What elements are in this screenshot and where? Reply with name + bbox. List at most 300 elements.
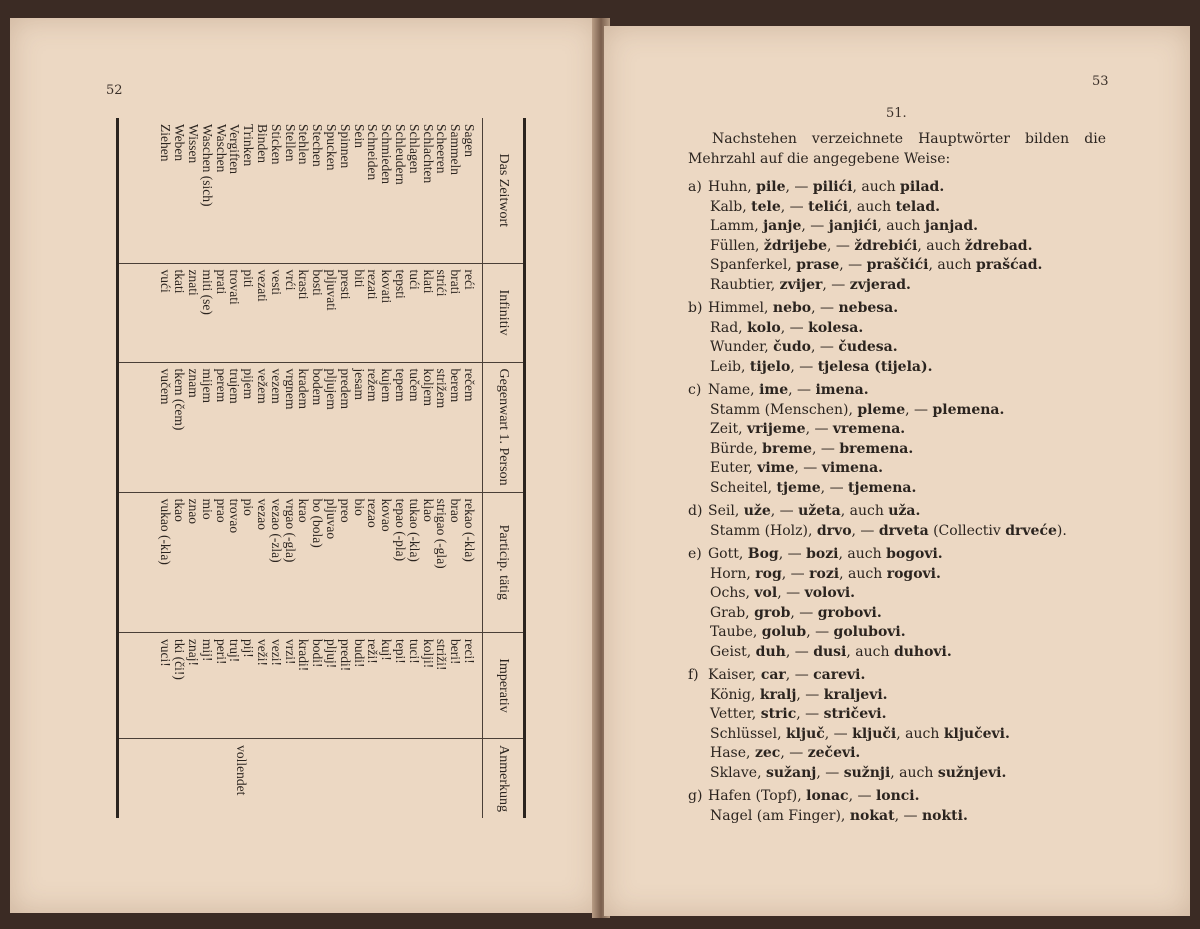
german-text: Kaiser, xyxy=(708,667,761,683)
table-cell: peri! xyxy=(213,639,229,665)
table-cell: jesam xyxy=(351,368,367,401)
entry-line xyxy=(688,381,1168,401)
table-cell: Sagen xyxy=(462,124,477,157)
table-cell: vrgnem xyxy=(282,368,298,410)
german-text: , auch xyxy=(896,725,944,742)
table-cell: znati xyxy=(186,269,202,296)
croatian-word: uže xyxy=(743,503,771,519)
table-cell: Stehlen xyxy=(296,124,312,165)
entry-line xyxy=(688,479,1168,499)
table-cell: vrći xyxy=(282,269,298,291)
entry-line xyxy=(688,217,1168,237)
croatian-word: zvjerad. xyxy=(849,276,911,293)
croatian-word: nebo xyxy=(772,300,812,316)
table-cell: vežem xyxy=(255,368,271,404)
table-cell: budi! xyxy=(351,639,367,668)
entry-line xyxy=(688,459,1168,479)
german-text: , — xyxy=(848,788,876,804)
croatian-word: Bog xyxy=(747,546,779,562)
croatian-word: zec xyxy=(754,745,781,761)
german-text: , — xyxy=(790,358,818,375)
german-text: , auch xyxy=(917,237,965,254)
croatian-word: tjeme xyxy=(776,479,821,496)
croatian-word: stričevi. xyxy=(823,706,887,722)
german-text: , — xyxy=(811,300,839,316)
croatian-word: čudesa. xyxy=(838,339,898,355)
table-cell: znaj! xyxy=(186,639,202,666)
table-cell: bodem xyxy=(310,368,326,406)
table-cell: preo xyxy=(337,498,353,523)
german-text: , — xyxy=(777,585,805,601)
table-cell: krasti xyxy=(296,269,312,300)
table-cell: trovao xyxy=(227,498,243,534)
table-cell: kovao xyxy=(379,498,395,532)
german-text: Spanferkel, xyxy=(710,257,797,273)
entry-line xyxy=(688,358,1168,378)
table-cell: tki (či!) xyxy=(172,639,188,680)
german-text: Gott, xyxy=(708,546,748,562)
german-text: Hase, xyxy=(710,745,755,761)
table-cell: rezati xyxy=(365,269,381,300)
table-cell: Schlagen xyxy=(406,124,422,174)
german-text: , auch xyxy=(890,764,938,781)
table-cell: pljujem xyxy=(324,368,340,410)
croatian-word: kralj xyxy=(759,686,797,703)
column-participle xyxy=(118,492,483,632)
croatian-word: praščići xyxy=(866,257,929,273)
table-cell: pijem xyxy=(241,368,257,400)
table-cell: rekao (-kla) xyxy=(462,498,477,562)
table-cell: miti (se) xyxy=(199,269,215,315)
croatian-word: bogovi. xyxy=(886,546,943,562)
croatian-word: telad. xyxy=(895,198,940,215)
table-cell: prati xyxy=(213,269,229,295)
entry-line xyxy=(688,565,1168,585)
german-text: , — xyxy=(824,725,853,742)
table-cell: vezi! xyxy=(268,639,284,666)
table-cell: vući xyxy=(158,269,174,293)
table-cell: bo (bola) xyxy=(310,498,326,548)
table-cell: vesti xyxy=(268,269,284,296)
german-text: , — xyxy=(905,401,933,418)
croatian-word: lonci. xyxy=(875,788,920,804)
group-label: e) xyxy=(688,546,702,562)
german-text: König, xyxy=(710,686,760,703)
croatian-word: uža. xyxy=(888,503,921,519)
entry-line xyxy=(688,299,1168,319)
entry-line xyxy=(688,787,1168,807)
entry-line xyxy=(688,256,1168,276)
german-text: , auch xyxy=(840,503,889,519)
header-present xyxy=(483,362,525,492)
table-cell: Binden xyxy=(255,124,271,163)
header-note: Anmerkung xyxy=(483,739,525,818)
table-cell: Weben xyxy=(172,124,188,162)
croatian-word: stric xyxy=(760,706,797,722)
german-text: , — xyxy=(811,339,839,355)
table-cell: reći xyxy=(462,269,477,290)
german-text: Himmel, xyxy=(708,300,773,316)
german-text: , auch xyxy=(846,643,894,660)
croatian-word: janje xyxy=(763,218,802,234)
croatian-word: grob xyxy=(754,604,791,621)
german-text: , — xyxy=(781,565,810,582)
german-text: , — xyxy=(778,546,807,562)
table-cell: strići xyxy=(434,269,450,297)
group-label: f) xyxy=(688,667,699,683)
table-cell: brao xyxy=(448,498,464,523)
german-text: Horn, xyxy=(710,565,756,582)
croatian-word: rozi xyxy=(809,565,840,582)
table-cell: pljuj! xyxy=(324,639,340,669)
croatian-word: tjelesa (tijela). xyxy=(817,358,933,375)
croatian-word: drveće xyxy=(1005,522,1057,539)
table-cell: trovati xyxy=(227,269,243,305)
entry-line xyxy=(688,807,1168,827)
german-text: , auch xyxy=(839,565,887,582)
table-cell: Schneiden xyxy=(365,124,381,181)
german-text: , auch xyxy=(928,257,977,273)
entry-line xyxy=(688,420,1168,440)
group-label: b) xyxy=(688,300,703,316)
table-cell: Sein xyxy=(351,124,367,149)
german-text: , — xyxy=(894,807,922,824)
german-text: , — xyxy=(785,667,814,683)
table-cell: pljuvao xyxy=(324,498,340,540)
german-text: Euter, xyxy=(710,460,758,476)
table-cell: Vergiften xyxy=(227,124,243,174)
croatian-word: vimena. xyxy=(821,460,884,476)
intro-text xyxy=(688,129,1106,169)
table-cell: krao xyxy=(296,498,312,523)
german-text: Geist, xyxy=(710,643,756,660)
table-cell: kradem xyxy=(296,368,312,410)
column-verb xyxy=(118,118,483,263)
german-text: Taube, xyxy=(710,624,762,640)
table-cell: trujem xyxy=(227,368,243,404)
german-text: , — xyxy=(839,257,867,273)
table-cell: strigao (-gla) xyxy=(434,498,450,569)
table-cell: Waschen (sich) xyxy=(199,124,215,207)
table-cell: striži! xyxy=(434,639,450,671)
entry-line xyxy=(688,686,1168,706)
croatian-word: ime xyxy=(759,382,789,398)
group-label: d) xyxy=(688,503,703,519)
table-cell: vezao xyxy=(255,498,271,531)
table-cell: bio xyxy=(351,498,367,516)
croatian-word: vremena. xyxy=(832,421,906,437)
croatian-word: užeta xyxy=(798,503,841,519)
table-cell: vučem xyxy=(158,368,174,405)
table-cell: tkem (čem) xyxy=(172,368,188,431)
croatian-word: bozi xyxy=(806,546,839,562)
german-text: , auch xyxy=(838,546,887,562)
entry-line xyxy=(688,276,1168,296)
table-cell: Wissen xyxy=(186,124,202,164)
table-cell: Schleudern xyxy=(393,124,409,185)
table-cell: vrzi! xyxy=(282,639,298,665)
croatian-word: breme xyxy=(762,440,812,457)
german-text: , — xyxy=(780,745,808,761)
german-text: Zeit, xyxy=(710,421,748,437)
german-text: , auch xyxy=(847,198,896,215)
table-header-row xyxy=(483,118,525,818)
german-text: Huhn, xyxy=(708,179,757,195)
croatian-word: volovi. xyxy=(804,585,856,601)
header-imperative: Imperativ xyxy=(483,633,525,739)
croatian-word: prašćad. xyxy=(976,257,1043,273)
croatian-word: pleme xyxy=(857,401,906,418)
croatian-word: tijelo xyxy=(749,358,791,375)
table-cell: kuj! xyxy=(379,639,395,661)
german-text: Lamm, xyxy=(710,218,764,234)
croatian-word: imena. xyxy=(815,382,869,398)
table-cell: Schlachten xyxy=(420,124,436,184)
croatian-word: pilad. xyxy=(900,179,945,195)
verb-table-wrapper xyxy=(104,118,534,843)
note-text: vollendet xyxy=(234,745,250,796)
table-cell: vrgao (-gla) xyxy=(282,498,298,563)
table-cell: biti xyxy=(351,269,367,288)
croatian-word: ključevi. xyxy=(943,725,1010,742)
table-cell: mijem xyxy=(199,368,215,404)
german-text: Hafen (Topf), xyxy=(708,788,807,804)
entry-line xyxy=(688,237,1168,257)
croatian-word: drveta xyxy=(878,522,929,539)
croatian-word: vrijeme xyxy=(747,421,806,437)
croatian-word: tele xyxy=(751,198,781,215)
croatian-word: tjemena. xyxy=(848,479,917,496)
rotated-table xyxy=(116,118,526,818)
entry-line xyxy=(688,744,1168,764)
german-text: Stamm (Menschen), xyxy=(710,401,858,418)
german-text: Stamm (Holz), xyxy=(710,522,817,539)
table-cell: kolji! xyxy=(420,639,436,669)
table-cell: kujem xyxy=(379,368,395,403)
croatian-word: plemena. xyxy=(932,401,1005,418)
table-cell: Sticken xyxy=(268,124,284,165)
german-text: , — xyxy=(816,764,844,781)
german-text: Name, xyxy=(708,382,760,398)
german-text: , — xyxy=(811,440,840,457)
entry-line xyxy=(688,584,1168,604)
croatian-word: ždrijebe xyxy=(763,237,827,254)
croatian-word: sužanj xyxy=(766,764,817,781)
entry-line xyxy=(688,604,1168,624)
table-cell: mio xyxy=(199,498,215,520)
table-cell: tuci! xyxy=(406,639,422,664)
croatian-word: zečevi. xyxy=(807,745,861,761)
table-cell: vezao (-zla) xyxy=(268,498,284,563)
croatian-word: telići xyxy=(808,198,848,215)
table-body-row xyxy=(118,118,483,818)
table-cell: truj! xyxy=(227,639,243,663)
croatian-word: prase xyxy=(796,257,840,273)
entry-line xyxy=(688,440,1168,460)
column-present xyxy=(118,362,483,492)
croatian-word: golubovi. xyxy=(833,624,906,640)
entry-line xyxy=(688,502,1168,522)
german-text: Grab, xyxy=(710,604,755,621)
german-text: , auch xyxy=(877,218,925,234)
table-cell: tkati xyxy=(172,269,188,294)
table-cell: tukao (-kla) xyxy=(406,498,422,562)
section-number: 51. xyxy=(886,106,907,121)
table-cell: reži! xyxy=(365,639,381,664)
entry-line xyxy=(688,178,1168,198)
entry-line xyxy=(688,705,1168,725)
entry-line xyxy=(688,319,1168,339)
table-cell: Spinnen xyxy=(337,124,353,169)
table-cell: predi! xyxy=(337,639,353,672)
table-cell: strižem xyxy=(434,368,450,409)
croatian-word: rogovi. xyxy=(886,565,941,582)
croatian-word: sužnji xyxy=(843,764,891,781)
german-text: Raubtier, xyxy=(710,276,780,293)
croatian-word: kraljevi. xyxy=(823,686,888,703)
table-cell: pljuvati xyxy=(324,269,340,311)
table-cell: perem xyxy=(213,368,229,403)
table-cell: tkao xyxy=(172,498,188,522)
croatian-word: ključi xyxy=(852,725,897,742)
table-cell: klao xyxy=(420,498,436,522)
column-infinitive xyxy=(118,263,483,362)
table-cell: klati xyxy=(420,269,436,294)
croatian-word: duh xyxy=(755,643,786,660)
croatian-word: nebesa. xyxy=(838,300,899,316)
group-label: g) xyxy=(688,788,703,804)
table-cell: vukao (-kla) xyxy=(158,498,174,565)
table-cell: vezem xyxy=(268,368,284,404)
table-cell: vuci! xyxy=(158,639,174,667)
table-cell: vezati xyxy=(255,269,271,302)
left-page xyxy=(10,18,598,913)
croatian-word: kolo xyxy=(747,319,781,336)
croatian-word: grobovi. xyxy=(817,604,882,621)
group-label: c) xyxy=(688,382,702,398)
croatian-word: čudo xyxy=(773,339,812,355)
intro-sentence: Nachstehen verzeichnete Hauptwörter bilden die Mehrzahl auf die angegebene Weise: xyxy=(688,131,1106,167)
table-cell: Stechen xyxy=(310,124,326,167)
table-cell: rečem xyxy=(462,368,477,402)
table-cell: režem xyxy=(365,368,381,402)
german-text: Nagel (am Finger), xyxy=(710,807,850,824)
column-imperative xyxy=(118,633,483,739)
table-cell: tepao (-pla) xyxy=(393,498,409,562)
page-number: 52 xyxy=(106,83,123,98)
german-text: Vetter, xyxy=(710,706,761,722)
table-cell: reci! xyxy=(462,639,477,664)
page-number: 53 xyxy=(1092,74,1109,89)
croatian-word: carevi. xyxy=(813,667,866,683)
croatian-word: bremena. xyxy=(839,440,914,457)
entry-line xyxy=(688,725,1168,745)
croatian-word: janjići xyxy=(828,218,878,234)
croatian-word: pilići xyxy=(812,179,853,195)
table-cell: beri! xyxy=(448,639,464,665)
table-cell: kradi! xyxy=(296,639,312,672)
croatian-word: ždrebad. xyxy=(964,237,1033,254)
croatian-word: nokat xyxy=(849,807,895,824)
croatian-word: duhovi. xyxy=(893,643,952,660)
german-text: Bürde, xyxy=(710,440,763,457)
entry-line xyxy=(688,545,1168,565)
croatian-word: rog xyxy=(755,565,782,582)
croatian-word: golub xyxy=(761,624,807,640)
entry-line xyxy=(688,522,1168,542)
german-text: Füllen, xyxy=(710,237,764,254)
table-cell: Waschen xyxy=(213,124,229,173)
group-label: a) xyxy=(688,179,702,195)
croatian-word: ždrebići xyxy=(854,237,918,254)
german-text: , — xyxy=(827,237,855,254)
croatian-word: vime xyxy=(757,460,795,476)
german-text: , — xyxy=(822,276,850,293)
table-cell: presti xyxy=(337,269,353,300)
table-cell: tepem xyxy=(393,368,409,402)
croatian-word: dusi xyxy=(813,643,847,660)
table-cell: Trinken xyxy=(241,124,257,167)
german-text: , — xyxy=(796,706,824,722)
table-cell: pio xyxy=(241,498,257,516)
table-cell: veži! xyxy=(255,639,271,666)
croatian-word: kolesa. xyxy=(808,319,864,336)
entry-line xyxy=(688,401,1168,421)
table-cell: Ziehen xyxy=(158,124,174,162)
table-cell: znao xyxy=(186,498,202,525)
german-text: Scheitel, xyxy=(710,479,777,496)
german-text: (Collectiv xyxy=(928,522,1006,539)
croatian-word: car xyxy=(760,667,786,683)
entry-line xyxy=(688,198,1168,218)
table-cell: Sammeln xyxy=(448,124,464,175)
german-text: , — xyxy=(796,686,824,703)
entry-line xyxy=(688,623,1168,643)
table-cell: znam xyxy=(186,368,202,398)
table-cell: Spucken xyxy=(324,124,340,171)
german-text: Schlüssel, xyxy=(710,725,786,742)
german-text: , — xyxy=(801,218,829,234)
croatian-word: zvijer xyxy=(779,276,823,293)
croatian-word: nokti. xyxy=(921,807,968,824)
german-text: Rad, xyxy=(710,319,748,336)
german-text: Wunder, xyxy=(710,339,774,355)
german-text: , — xyxy=(770,503,799,519)
croatian-word: pile xyxy=(756,179,786,195)
table-cell: prao xyxy=(213,498,229,523)
table-cell: koljem xyxy=(420,368,436,407)
table-cell: bodi! xyxy=(310,639,326,668)
entry-line xyxy=(688,338,1168,358)
entry-line xyxy=(688,764,1168,784)
croatian-word: drvo xyxy=(816,522,852,539)
table-cell: brati xyxy=(448,269,464,295)
german-text: Kalb, xyxy=(710,198,752,215)
german-text: ). xyxy=(1056,522,1067,539)
german-text: Ochs, xyxy=(710,585,755,601)
entry-line xyxy=(688,643,1168,663)
table-cell: rezao xyxy=(365,498,381,528)
croatian-word: sužnjevi. xyxy=(937,764,1007,781)
table-cell: piti xyxy=(241,269,257,288)
german-text: Seil, xyxy=(708,503,744,519)
croatian-word: janjad. xyxy=(924,218,979,234)
header-present-text: Gegenwart 1. Person xyxy=(496,368,511,486)
german-text: , — xyxy=(785,179,813,195)
croatian-word: vol xyxy=(754,585,778,601)
table-cell: tući xyxy=(406,269,422,290)
verb-conjugation-table xyxy=(116,118,526,818)
